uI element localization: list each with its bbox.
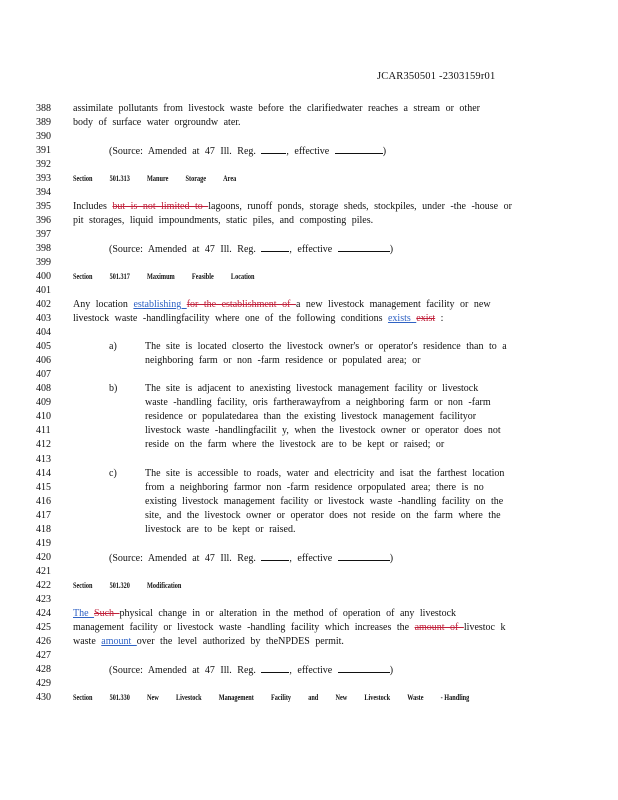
line-number: 388 [36, 102, 51, 114]
line-text [145, 424, 501, 438]
text-run: Modification [147, 580, 182, 590]
text-run: Livestock [364, 693, 391, 703]
line-number: 400 [36, 270, 51, 282]
deleted-text: amount of [414, 621, 464, 633]
fill-in-blank [338, 551, 390, 561]
line-395 [36, 200, 616, 214]
text-run: waste -handling facility, oris fartherawayfrom a neighboring farm or non -farm [145, 397, 491, 409]
text-run: ) [382, 145, 387, 157]
source-note [109, 551, 393, 566]
text-run: Waste [407, 693, 424, 703]
line-415 [36, 481, 616, 495]
line-428 [36, 663, 616, 677]
line-412 [36, 438, 616, 452]
source-note [109, 242, 393, 257]
item-label: a) [109, 341, 117, 353]
section-heading [73, 691, 469, 705]
line-406 [36, 354, 616, 368]
line-389 [36, 116, 616, 130]
section-heading [73, 579, 181, 593]
line-number: 398 [36, 242, 51, 254]
text-run: 501.330 [109, 693, 130, 703]
line-407 [36, 368, 616, 382]
line-411 [36, 424, 616, 438]
text-run: Maximum [147, 271, 175, 281]
line-number: 403 [36, 313, 51, 325]
line-number: 424 [36, 607, 51, 619]
source-note [109, 144, 386, 159]
text-run: neighboring farm or non -farm residence or populated area; or [145, 355, 421, 367]
line-399 [36, 256, 616, 270]
line-number: 397 [36, 228, 51, 240]
text-run: and [308, 693, 319, 703]
line-number: 427 [36, 650, 51, 662]
line-418 [36, 523, 616, 537]
line-number: 423 [36, 593, 51, 605]
inserted-text: The [73, 607, 95, 619]
text-run: 501.320 [109, 580, 130, 590]
line-text [73, 116, 241, 130]
text-run: Includes [73, 200, 113, 212]
line-text [73, 635, 344, 649]
line-423 [36, 593, 616, 607]
line-number: 419 [36, 537, 51, 549]
text-run: (Source: Amended at 47 Ill. Reg. [109, 665, 262, 677]
text-run: livestock waste -handlingfacility where one of the following conditions [73, 313, 388, 325]
line-388 [36, 102, 616, 116]
text-run: lagoons, runoff ponds, storage sheds, stockpiles, under -the -house or [208, 200, 512, 212]
line-number: 399 [36, 256, 51, 268]
line-text [145, 495, 503, 509]
line-text [73, 200, 512, 214]
text-run: , effective [289, 243, 338, 255]
text-run: (Source: Amended at 47 Ill. Reg. [109, 243, 262, 255]
line-400 [36, 270, 616, 284]
text-run: 501.317 [109, 271, 130, 281]
line-number: 410 [36, 411, 51, 423]
line-427 [36, 649, 616, 663]
line-text [145, 523, 295, 537]
line-390 [36, 130, 616, 144]
line-number: 405 [36, 341, 51, 353]
line-417 [36, 509, 616, 523]
line-number: 418 [36, 523, 51, 535]
fill-in-blank [338, 663, 390, 673]
line-text [145, 438, 444, 452]
text-run: Livestock [175, 693, 202, 703]
line-number: 422 [36, 579, 51, 591]
text-run: reside on the farm where the livestock are to be kept or raised; or [145, 439, 445, 451]
line-text [73, 607, 456, 621]
text-run: 501.313 [109, 173, 130, 183]
line-392 [36, 158, 616, 172]
line-number: 409 [36, 397, 51, 409]
line-398 [36, 242, 616, 256]
line-number: 414 [36, 467, 51, 479]
line-number: 395 [36, 200, 51, 212]
line-402 [36, 298, 616, 312]
inserted-text: establishing [133, 299, 187, 311]
line-number: 429 [36, 678, 51, 690]
line-403 [36, 312, 616, 326]
text-run: , effective [289, 552, 338, 564]
text-run: : [435, 313, 444, 325]
line-number: 394 [36, 186, 51, 198]
text-run: residence or populatedarea than the existing livestock management facilityor [145, 411, 477, 423]
text-run: Manure [147, 173, 169, 183]
fill-in-blank [261, 551, 289, 561]
line-number: 407 [36, 369, 51, 381]
line-number: 396 [36, 214, 51, 226]
line-number: 392 [36, 158, 51, 170]
line-393 [36, 172, 616, 186]
line-text [145, 481, 484, 495]
line-number: 412 [36, 439, 51, 451]
line-number: 413 [36, 453, 51, 465]
fill-in-blank [261, 242, 289, 252]
line-text [145, 410, 476, 424]
line-422 [36, 579, 616, 593]
text-run: site, and the livestock owner or operator does not reside on the farm where the [145, 509, 501, 521]
text-run: Storage [185, 173, 207, 183]
line-number: 391 [36, 144, 51, 156]
line-420 [36, 551, 616, 565]
line-429 [36, 677, 616, 691]
text-run: Section [73, 693, 93, 703]
line-number: 411 [36, 425, 51, 437]
line-text [73, 621, 506, 635]
line-424 [36, 607, 616, 621]
line-text [73, 312, 443, 326]
line-419 [36, 537, 616, 551]
line-number: 416 [36, 495, 51, 507]
deleted-text: exist [416, 313, 436, 325]
text-run: Facility [270, 693, 292, 703]
text-run: livestoc k [463, 621, 506, 633]
line-text [145, 340, 507, 354]
section-heading [73, 270, 254, 284]
line-text [145, 467, 504, 481]
item-label: c) [109, 467, 117, 479]
text-run: Any location [73, 299, 134, 311]
line-number: 393 [36, 172, 51, 184]
text-run: Section [73, 173, 93, 183]
line-391 [36, 144, 616, 158]
line-430 [36, 691, 616, 705]
line-text [73, 102, 480, 116]
line-421 [36, 565, 616, 579]
line-number: 402 [36, 299, 51, 311]
line-text [145, 354, 421, 368]
deleted-text: but is not limited to [112, 200, 209, 212]
line-number: 428 [36, 664, 51, 676]
line-405 [36, 340, 616, 354]
line-401 [36, 284, 616, 298]
deleted-text: Such [94, 607, 120, 619]
text-run: New [335, 693, 348, 703]
document-header-id: JCAR350501 -2303159r01 [377, 71, 496, 82]
inserted-text: amount [101, 636, 137, 648]
text-run: management facility or livestock waste -handling facility which increases the [73, 621, 415, 633]
line-396 [36, 214, 616, 228]
line-425 [36, 621, 616, 635]
line-410 [36, 410, 616, 424]
text-run: , effective [286, 145, 335, 157]
text-run: Management [218, 693, 254, 703]
line-number: 390 [36, 130, 51, 142]
line-394 [36, 186, 616, 200]
text-run: assimilate pollutants from livestock waste before the clarifiedwater reaches a stream or other [73, 102, 480, 114]
line-414 [36, 467, 616, 481]
text-run: The site is adjacent to anexisting livestock management facility or livestock [145, 383, 479, 395]
text-run: livestock are to be kept or raised. [145, 523, 296, 535]
deleted-text: for the establishment [186, 299, 283, 311]
text-run: body of surface water orgroundw ater. [73, 116, 241, 128]
line-409 [36, 396, 616, 410]
text-run: pit storages, liquid impoundments, static piles, and composting piles. [73, 214, 374, 226]
item-label: b) [109, 383, 118, 395]
line-404 [36, 326, 616, 340]
section-heading [73, 172, 236, 186]
line-408 [36, 382, 616, 396]
line-text [145, 509, 501, 523]
text-run: The site is located closerto the livestock owner's or operator's residence than to a [145, 341, 507, 353]
line-number: 430 [36, 692, 51, 704]
deleted-text: of [282, 299, 296, 311]
text-run: Feasible [191, 271, 214, 281]
line-text [73, 214, 373, 228]
line-397 [36, 228, 616, 242]
text-run: from a neighboring farmor non -farm residence orpopulated area; there is no [145, 481, 484, 493]
fill-in-blank [261, 663, 289, 673]
fill-in-blank [335, 144, 383, 154]
text-run: - Handling [440, 693, 470, 703]
text-run: New [147, 693, 159, 703]
text-run: Section [73, 271, 93, 281]
line-number: 421 [36, 565, 51, 577]
text-run: ) [389, 243, 394, 255]
line-413 [36, 453, 616, 467]
text-run: (Source: Amended at 47 Ill. Reg. [109, 552, 262, 564]
fill-in-blank [338, 242, 390, 252]
line-number: 389 [36, 116, 51, 128]
text-run: ) [389, 665, 394, 677]
line-number: 426 [36, 636, 51, 648]
text-run: livestock waste -handlingfacilit y, when the livestock owner or operator does not [145, 425, 501, 437]
line-number: 406 [36, 355, 51, 367]
text-run: Section [73, 580, 93, 590]
text-run: The site is accessible to roads, water and electricity and isat the farthest location [145, 467, 505, 479]
text-run: existing livestock management facility or livestock waste -handling facility on the [145, 495, 504, 507]
text-run: Area [223, 173, 237, 183]
text-run: ) [389, 552, 394, 564]
text-run: a new livestock management facility or new [295, 299, 491, 311]
text-run: over the level authorized by theNPDES permit. [136, 636, 344, 648]
line-426 [36, 635, 616, 649]
line-number: 404 [36, 327, 51, 339]
line-number: 417 [36, 509, 51, 521]
text-run: physical change in or alteration in the method of operation of any livestock [119, 607, 457, 619]
line-number: 415 [36, 481, 51, 493]
text-run: , effective [289, 665, 338, 677]
line-text [73, 298, 491, 312]
source-note [109, 663, 393, 678]
line-number: 401 [36, 285, 51, 297]
line-416 [36, 495, 616, 509]
line-number: 420 [36, 551, 51, 563]
line-number: 425 [36, 621, 51, 633]
text-run: waste [73, 636, 102, 648]
inserted-text: exists [387, 313, 417, 325]
text-run: Location [230, 271, 255, 281]
text-run: (Source: Amended at 47 Ill. Reg. [109, 145, 262, 157]
line-text [145, 396, 491, 410]
line-number: 408 [36, 383, 51, 395]
fill-in-blank [261, 144, 286, 154]
line-text [145, 382, 478, 396]
